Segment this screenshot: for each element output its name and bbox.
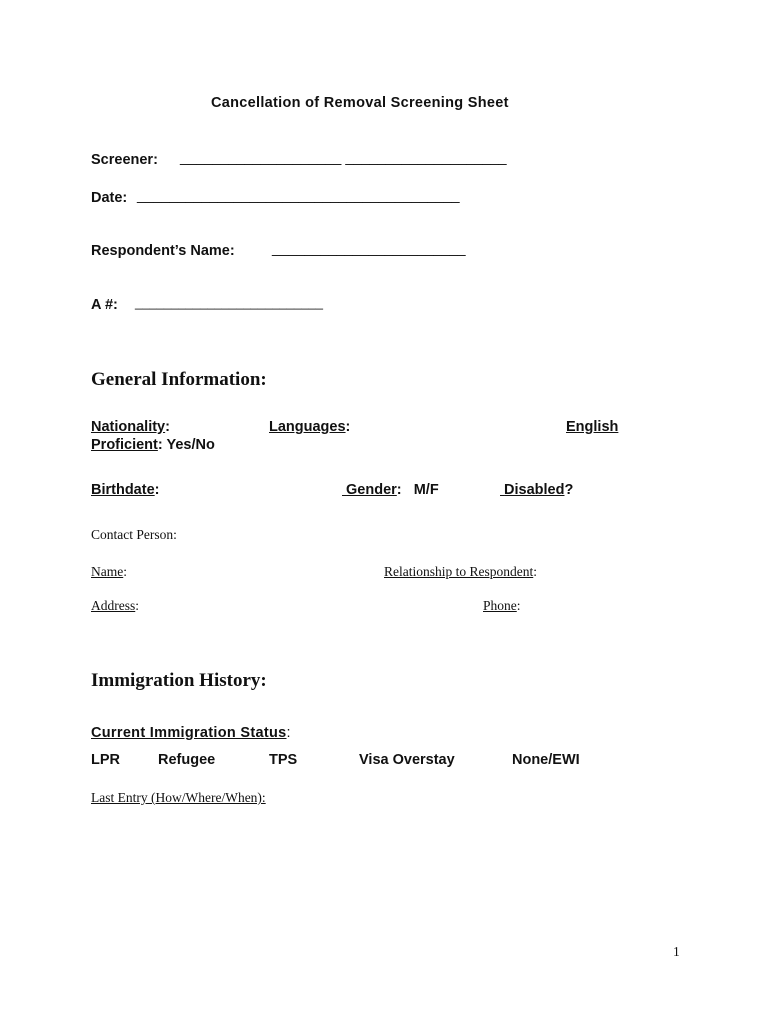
address-label: Address: (91, 598, 140, 613)
page-number: 1 (673, 944, 680, 959)
general-information-heading: General Information: (91, 369, 267, 390)
respondent-name-label: Respondent’s Name: (91, 243, 235, 259)
a-number-line[interactable]: __________________________ (135, 295, 323, 310)
status-option-visa-overstay: Visa Overstay (359, 752, 455, 768)
gender-values: M/F (413, 482, 439, 498)
phone-label: Phone: (483, 598, 521, 613)
english-label: English (566, 419, 619, 435)
respondent-name-line[interactable]: ________________________ (272, 241, 466, 257)
date-label: Date: (91, 190, 128, 206)
contact-name-label: Name: (91, 564, 127, 579)
screener-label: Screener: (91, 152, 158, 168)
document-title: Cancellation of Removal Screening Sheet (211, 95, 509, 111)
last-entry-label: Last Entry (How/Where/When): (91, 790, 266, 805)
status-option-lpr: LPR (91, 752, 120, 768)
disabled-label: Disabled? (504, 482, 574, 498)
immigration-history-heading: Immigration History: (91, 670, 267, 691)
relationship-label: Relationship to Respondent: (384, 564, 538, 579)
languages-label: Languages: (269, 419, 351, 435)
contact-person-label: Contact Person: (91, 527, 177, 542)
current-status-label: Current Immigration Status: (91, 725, 291, 741)
nationality-label: Nationality: (91, 419, 170, 435)
screener-line[interactable]: ____________________ ____________________ (180, 150, 507, 166)
status-option-none-ewi: None/EWI (512, 752, 580, 768)
gender-label: Gender: M/F (346, 482, 439, 498)
status-option-refugee: Refugee (158, 752, 216, 768)
a-number-label: A #: (91, 297, 118, 313)
birthdate-label: Birthdate: (91, 482, 160, 498)
yes-no-value: Yes/No (166, 437, 215, 453)
status-option-tps: TPS (269, 752, 298, 768)
proficient-label: Proficient: Yes/No (91, 437, 215, 453)
date-line[interactable]: ________________________________________ (137, 188, 460, 204)
